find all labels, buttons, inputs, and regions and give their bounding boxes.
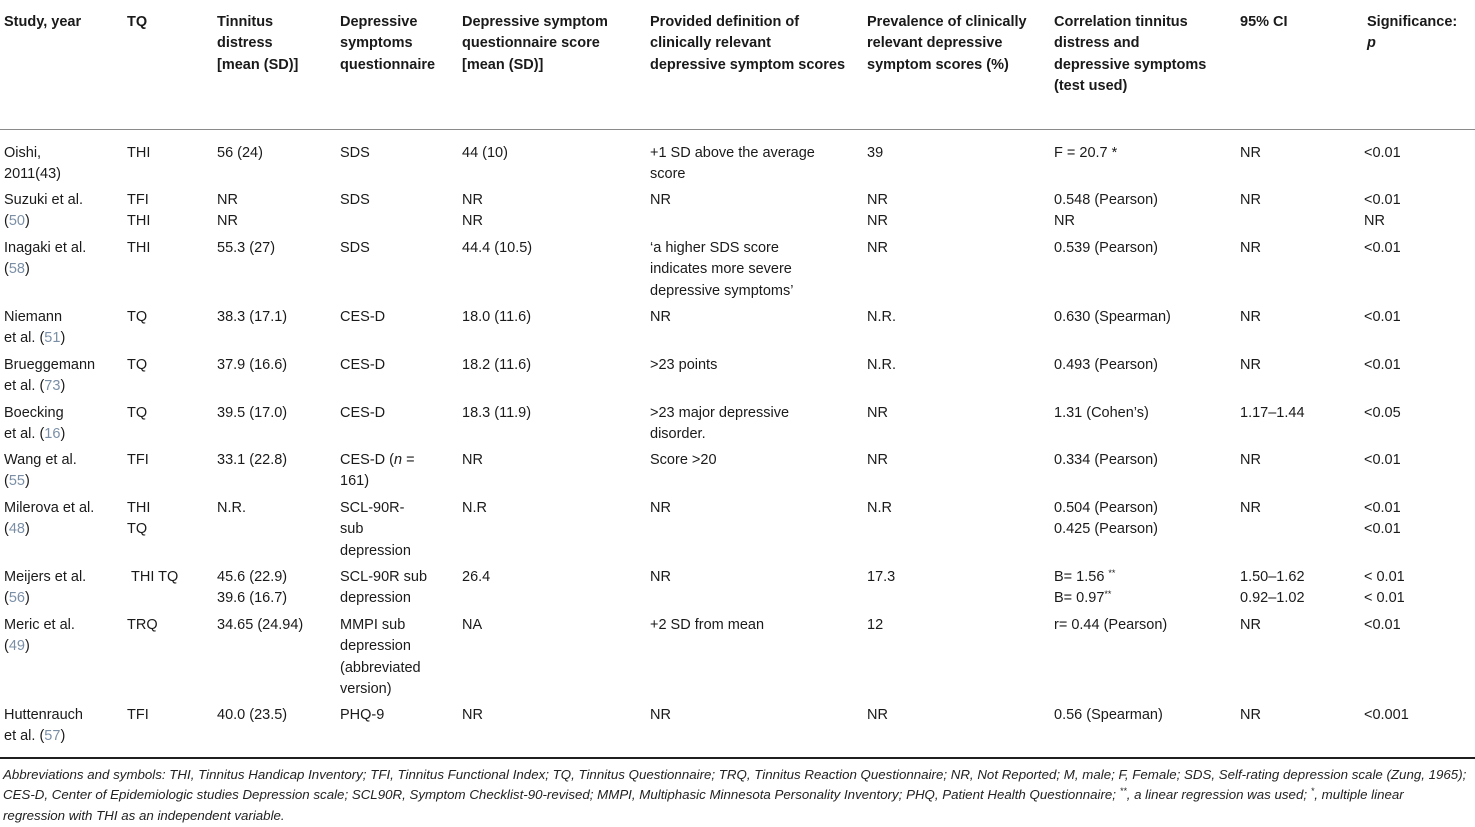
- definition-cell: NR: [650, 707, 671, 723]
- significance-cell: <0.01: [1364, 617, 1401, 633]
- header-significance: [1367, 12, 1472, 55]
- tq-cell: THI TQ: [127, 500, 151, 538]
- questionnaire-cell: SDS: [340, 240, 370, 256]
- definition-cell: +1 SD above the average score: [650, 145, 815, 183]
- prevalence-cell: N.R: [867, 500, 892, 516]
- dep-score-cell: N.R: [462, 500, 487, 516]
- correlation-cell: B= 1.56 ** B= 0.97**: [1054, 568, 1116, 607]
- dep-score-cell: 44.4 (10.5): [462, 240, 533, 256]
- questionnaire-cell: CES-D: [340, 357, 386, 373]
- distress-cell: 45.6 (22.9) 39.6 (16.7): [217, 569, 288, 607]
- tq-cell: TFI: [127, 707, 149, 723]
- correlation-cell: 0.56 (Spearman): [1054, 707, 1163, 723]
- distress-cell: N.R.: [217, 500, 246, 516]
- prevalence-cell: NR: [867, 707, 888, 723]
- tq-cell: TFI THI: [127, 192, 151, 230]
- distress-cell: 33.1 (22.8): [217, 452, 288, 468]
- prevalence-cell: 39: [867, 145, 884, 161]
- reference-link[interactable]: 51: [44, 330, 61, 347]
- reference-link[interactable]: 49: [8, 638, 25, 655]
- ci-cell: 1.17–1.44: [1240, 405, 1305, 421]
- questionnaire-cell: MMPI sub depression (abbreviated version): [340, 617, 421, 697]
- ci-cell: NR: [1240, 357, 1261, 373]
- tq-cell: TQ: [127, 357, 148, 373]
- study-cell: Meijers et al. (56): [4, 569, 87, 607]
- questionnaire-cell: CES-D (n = 161): [340, 452, 415, 490]
- correlation-cell: 0.630 (Spearman): [1054, 309, 1171, 325]
- prevalence-cell: 12: [867, 617, 884, 633]
- questionnaire-cell: SDS: [340, 145, 370, 161]
- reference-link[interactable]: 48: [8, 521, 25, 538]
- dep-score-cell: 18.0 (11.6): [462, 309, 532, 325]
- reference-link[interactable]: 58: [8, 261, 25, 278]
- header-questionnaire: Depressive symptoms questionnaire: [340, 14, 436, 73]
- significance-cell: <0.05: [1364, 405, 1401, 421]
- dep-score-cell: 18.2 (11.6): [462, 357, 532, 373]
- header-significance-label: Significance:: [1367, 14, 1458, 30]
- reference-link[interactable]: 16: [44, 426, 61, 443]
- correlation-cell: F = 20.7 *: [1054, 145, 1118, 161]
- ci-cell: NR: [1240, 617, 1261, 633]
- distress-cell: 37.9 (16.6): [217, 357, 288, 373]
- significance-cell: <0.001: [1364, 707, 1409, 723]
- ci-cell: 1.50–1.62 0.92–1.02: [1240, 569, 1305, 607]
- prevalence-cell: NR: [867, 452, 888, 468]
- header-divider: [0, 129, 1475, 130]
- dep-score-cell: 44 (10): [462, 145, 508, 161]
- definition-cell: NR: [650, 569, 671, 585]
- definition-cell: Score >20: [650, 452, 717, 468]
- study-cell: Brueggemann et al. (73): [4, 357, 96, 395]
- definition-cell: NR: [650, 309, 671, 325]
- distress-cell: 55.3 (27): [217, 240, 276, 256]
- ci-cell: NR: [1240, 309, 1261, 325]
- table-footnote: Abbreviations and symbols: THI, Tinnitus Handicap Inventory; TFI, Tinnitus Functional Index; TQ, Tinnitus Questionnaire; TRQ, Tinnitus Reaction Questionnaire; NR, Not Reported; M, male; F, Female; SDS, Self-rating depression scale (Zung, 1965); CES-D, Center of Epidemiologic studies Depression scale; SCL90R, Symptom Checklist-90-revised; MMPI, Multiphasic Minnesota Personality Inventory; PHQ, Patient Health Questionnaire; **, a linear regression was used; *, multiple linear regression with THI as an independent variable.: [3, 767, 1467, 823]
- tq-cell: TQ: [127, 405, 148, 421]
- prevalence-cell: N.R.: [867, 309, 896, 325]
- tq-cell: THI: [127, 145, 151, 161]
- distress-cell: NR NR: [217, 192, 238, 230]
- definition-cell: ‘a higher SDS score indicates more severe depressive symptoms’: [650, 240, 794, 299]
- definition-cell: NR: [650, 500, 671, 516]
- prevalence-cell: NR NR: [867, 192, 888, 230]
- study-cell: Inagaki et al. (58): [4, 240, 87, 278]
- questionnaire-cell: SDS: [340, 192, 370, 208]
- study-cell: Niemann et al. (51): [4, 309, 66, 347]
- prevalence-cell: 17.3: [867, 569, 896, 585]
- reference-link[interactable]: 56: [8, 590, 25, 607]
- study-cell: Oishi, 2011(43): [4, 145, 61, 183]
- reference-link[interactable]: 50: [8, 213, 25, 230]
- dep-score-cell: NR: [462, 707, 483, 723]
- prevalence-cell: N.R.: [867, 357, 896, 373]
- significance-cell: <0.01: [1364, 145, 1401, 161]
- significance-cell: <0.01 NR: [1364, 192, 1401, 230]
- definition-cell: NR: [650, 192, 671, 208]
- significance-cell: <0.01 <0.01: [1364, 500, 1401, 538]
- study-cell: Milerova et al. (48): [4, 500, 95, 538]
- header-definition: Provided definition of clinically relevant depressive symptom scores: [650, 14, 846, 73]
- ci-cell: NR: [1240, 192, 1261, 208]
- header-distress: Tinnitus distress [mean (SD)]: [217, 14, 299, 73]
- header-significance-p: p: [1367, 35, 1376, 52]
- distress-cell: 39.5 (17.0): [217, 405, 288, 421]
- questionnaire-cell: PHQ-9: [340, 707, 385, 723]
- study-cell: Suzuki et al. (50): [4, 192, 83, 230]
- significance-cell: <0.01: [1364, 357, 1401, 373]
- header-prevalence: Prevalence of clinically relevant depressive symptom scores (%): [867, 14, 1027, 73]
- distress-cell: 34.65 (24.94): [217, 617, 304, 633]
- definition-cell: >23 points: [650, 357, 718, 373]
- distress-cell: 40.0 (23.5): [217, 707, 288, 723]
- questionnaire-cell: CES-D: [340, 405, 386, 421]
- distress-cell: 56 (24): [217, 145, 263, 161]
- ci-cell: NR: [1240, 500, 1261, 516]
- header-ci: 95% CI: [1240, 14, 1288, 30]
- header-correlation: Correlation tinnitus distress and depressive symptoms (test used): [1054, 14, 1207, 94]
- ci-cell: NR: [1240, 240, 1261, 256]
- header-dep-score: Depressive symptom questionnaire score [mean (SD)]: [462, 14, 608, 73]
- definition-cell: >23 major depressive disorder.: [650, 405, 790, 443]
- questionnaire-cell: SCL-90R- sub depression: [340, 500, 411, 559]
- reference-link[interactable]: 55: [8, 473, 25, 490]
- study-cell: Wang et al. (55): [4, 452, 77, 490]
- tq-cell: TRQ: [127, 617, 158, 633]
- study-cell: Boecking et al. (16): [4, 405, 66, 443]
- significance-cell: <0.01: [1364, 309, 1401, 325]
- prevalence-cell: NR: [867, 405, 888, 421]
- correlation-cell: 0.504 (Pearson) 0.425 (Pearson): [1054, 500, 1158, 538]
- significance-cell: <0.01: [1364, 452, 1401, 468]
- distress-cell: 38.3 (17.1): [217, 309, 288, 325]
- significance-cell: < 0.01 < 0.01: [1364, 569, 1405, 607]
- table-bottom-rule: [0, 757, 1475, 759]
- reference-link[interactable]: 57: [44, 728, 61, 745]
- tq-cell: THI TQ: [131, 569, 179, 585]
- definition-cell: +2 SD from mean: [650, 617, 765, 633]
- header-study: Study, year: [4, 14, 82, 30]
- dep-score-cell: 18.3 (11.9): [462, 405, 532, 421]
- significance-cell: <0.01: [1364, 240, 1401, 256]
- tq-cell: TFI: [127, 452, 149, 468]
- questionnaire-cell: SCL-90R sub depression: [340, 569, 428, 607]
- tq-cell: TQ: [127, 309, 148, 325]
- ci-cell: NR: [1240, 145, 1261, 161]
- ci-cell: NR: [1240, 452, 1261, 468]
- correlation-cell: 0.539 (Pearson): [1054, 240, 1158, 256]
- questionnaire-cell: CES-D: [340, 309, 386, 325]
- reference-link[interactable]: 73: [44, 378, 61, 395]
- dep-score-cell: 26.4: [462, 569, 491, 585]
- study-cell: Huttenrauch et al. (57): [4, 707, 83, 745]
- dep-score-cell: NA: [462, 617, 483, 633]
- dep-score-cell: NR NR: [462, 192, 483, 230]
- dep-score-cell: NR: [462, 452, 483, 468]
- correlation-cell: 0.493 (Pearson): [1054, 357, 1158, 373]
- study-cell: Meric et al. (49): [4, 617, 75, 655]
- prevalence-cell: NR: [867, 240, 888, 256]
- correlation-cell: 1.31 (Cohen’s): [1054, 405, 1149, 421]
- correlation-cell: 0.334 (Pearson): [1054, 452, 1158, 468]
- correlation-cell: 0.548 (Pearson) NR: [1054, 192, 1158, 230]
- correlation-cell: r= 0.44 (Pearson): [1054, 617, 1168, 633]
- ci-cell: NR: [1240, 707, 1261, 723]
- tq-cell: THI: [127, 240, 151, 256]
- header-tq: TQ: [127, 14, 148, 30]
